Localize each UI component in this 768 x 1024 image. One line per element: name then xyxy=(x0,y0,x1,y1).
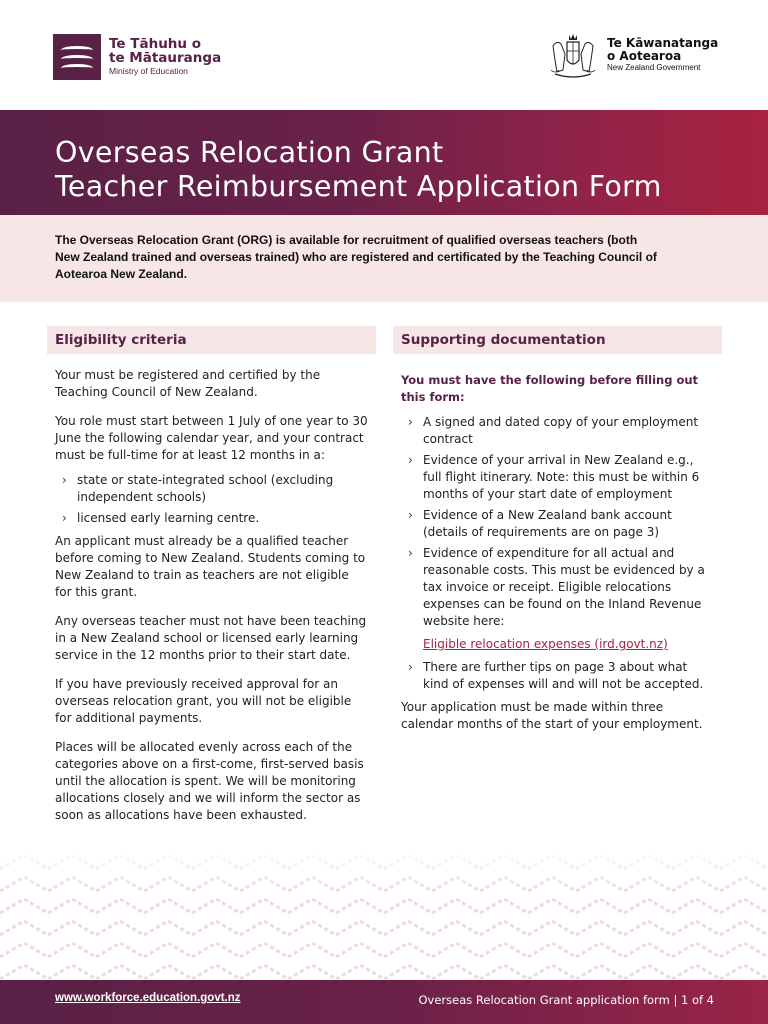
supporting-docs-section xyxy=(393,326,722,745)
footer-page-info: Overseas Relocation Grant application form | 1 of 4 xyxy=(418,993,714,1007)
list-item: › licensed early learning centre. xyxy=(62,511,260,525)
eligibility-heading: Eligibility criteria xyxy=(47,326,376,354)
moe-waves-icon xyxy=(53,34,101,80)
list-item: › state or state-integrated school (excluding independent schools) xyxy=(62,473,334,504)
intro-text: The Overseas Relocation Grant (ORG) is available for recruitment of qualified overseas teachers (both New Zealand trained and overseas trained) who are registered and certificated by the Teaching Council of Aotearoa New Zealand. xyxy=(55,233,657,281)
eligibility-section xyxy=(47,326,376,836)
eligibility-paragraph: You role must start between 1 July of one year to 30 June the following calendar year, and your contract must be full-time for at least 12 months in a: xyxy=(55,414,368,462)
gov-logo-line2: o Aotearoa xyxy=(607,48,682,63)
nz-government-logo xyxy=(545,30,718,80)
gov-logo-line3: New Zealand Government xyxy=(607,63,701,73)
gov-logo-line1: Te Kāwanatanga xyxy=(607,36,719,51)
list-item: › Evidence of your arrival in New Zealand e.g., full flight itinerary. Note: this must be within 6 months of your start date of employment xyxy=(408,453,700,501)
documents-list xyxy=(401,414,714,630)
page-title xyxy=(55,136,662,204)
list-item: › Evidence of a New Zealand bank account (details of requirements are on page 3) xyxy=(408,508,672,539)
title-banner xyxy=(0,110,768,215)
eligibility-paragraph: An applicant must already be a qualified teacher before coming to New Zealand. Students coming to New Zealand to train as teachers are not eligible for this grant. xyxy=(55,534,366,599)
moe-logo-line1: Te Tāhuhu o xyxy=(109,36,202,53)
closing-paragraph: Your application must be made within three calendar months of the start of your employment. xyxy=(401,700,703,731)
list-item: › A signed and dated copy of your employment contract xyxy=(408,415,699,446)
list-item: › There are further tips on page 3 about what kind of expenses will and will not be accepted. xyxy=(408,660,704,691)
eligibility-paragraph: Any overseas teacher must not have been teaching in a New Zealand school or licensed early learning service in the 12 months prior to their start date. xyxy=(55,614,367,662)
chevron-right-icon: › xyxy=(408,546,413,560)
school-type-list xyxy=(55,472,368,527)
chevron-right-icon: › xyxy=(408,453,413,467)
decorative-pattern xyxy=(0,845,768,980)
supporting-docs-heading: Supporting documentation xyxy=(393,326,722,354)
ministry-of-education-logo xyxy=(53,34,221,80)
eligibility-paragraph: Places will be allocated evenly across each of the categories above on a first-come, first-served basis until the allocation is spent. We will be monitoring allocations closely and we will inform the sector as soon as allocations have been exhausted. xyxy=(55,740,364,822)
eligibility-paragraph: Your must be registered and certified by the Teaching Council of New Zealand. xyxy=(55,368,321,399)
moe-logo-line3: Ministry of Education xyxy=(109,66,188,77)
title-line1: Overseas Relocation Grant xyxy=(55,136,444,169)
chevron-right-icon: › xyxy=(408,415,413,429)
footer-bar xyxy=(0,980,768,1024)
chevron-right-icon: › xyxy=(62,511,67,525)
documents-list-tail xyxy=(401,659,714,693)
chevron-right-icon: › xyxy=(408,508,413,522)
title-line2: Teacher Reimbursement Application Form xyxy=(55,170,662,203)
chevron-right-icon: › xyxy=(62,473,67,487)
eligibility-paragraph: If you have previously received approval for an overseas relocation grant, you will not be eligible for additional payments. xyxy=(55,677,352,725)
moe-logo-line2: te Mātauranga xyxy=(109,49,222,66)
chevron-right-icon: › xyxy=(408,660,413,674)
ird-expenses-link[interactable]: Eligible relocation expenses (ird.govt.nz) xyxy=(423,637,668,651)
nz-coat-of-arms-icon xyxy=(545,30,601,80)
intro-banner xyxy=(0,215,768,302)
footer-website-link[interactable]: www.workforce.education.govt.nz xyxy=(55,992,241,1004)
must-have-notice: You must have the following before filling out this form: xyxy=(401,373,699,404)
list-item: › Evidence of expenditure for all actual and reasonable costs. This must be evidenced by a tax invoice or receipt. Eligible relocations expenses can be found on the Inland Revenue website here: xyxy=(408,546,705,628)
